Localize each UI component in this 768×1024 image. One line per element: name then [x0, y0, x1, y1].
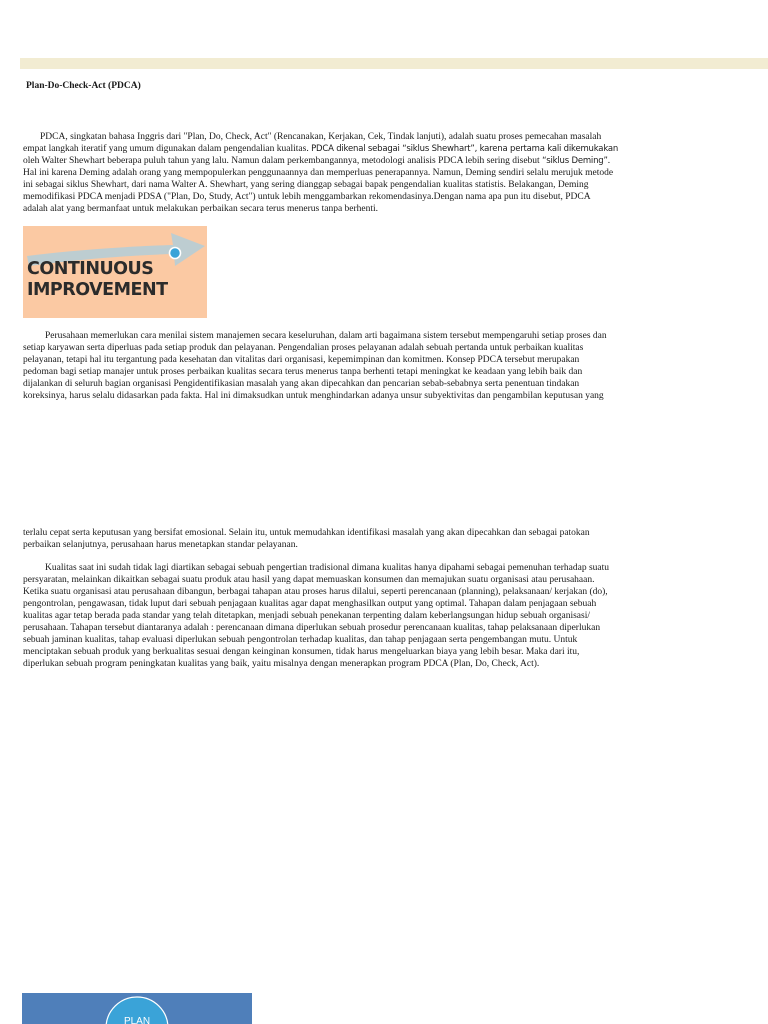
text-line: diperlukan sebuah program peningkatan kualitas yang baik, yaitu misalnya dengan menerapkan program PDCA (Plan, Do, Check, Act).: [23, 659, 540, 669]
text-line: memodifikasi PDCA menjadi PDSA ("Plan, Do, Study, Act") untuk lebih menggambarkan rekomendasinya.Dengan nama apa pun itu disebut, PDCA: [23, 192, 591, 202]
image-caption-line1: CONTINUOUS: [27, 259, 154, 279]
text-line: PDCA, singkatan bahasa Inggris dari "Plan, Do, Check, Act" (Rencanakan, Kerjakan, Cek, Tindak lanjuti), adalah suatu proses pemecahan masalah: [40, 132, 602, 142]
text-line: kualitas agar tetap berada pada standar yang telah ditetapkan, menjadi sebuah penekanan terpenting dalam keberlangsungan hidup sebuah organisasi/: [23, 611, 590, 621]
text-line: pengontrolan, pengawasan, tidak luput dari sebuah penjagaan kualitas agar dapat menghasilkan output yang optimal. Tahapan dalam penjagaan sebuah: [23, 599, 597, 609]
text-line: koreksinya, harus selalu didasarkan pada fakta. Hal ini dimaksudkan untuk menghindarkan adanya unsur subyektivitas dan pengambilan keputusan yang: [23, 391, 604, 401]
text-line: terlalu cepat serta keputusan yang bersifat emosional. Selain itu, untuk memudahkan identifikasi masalah yang akan dipecahkan dan sebagai patokan: [23, 528, 590, 538]
text-line: perbaikan selanjutnya, perusahaan harus menetapkan standar pelayanan.: [23, 540, 298, 550]
document-title: Plan-Do-Check-Act (PDCA): [26, 81, 141, 91]
image-caption-line2: IMPROVEMENT: [27, 280, 168, 300]
text-line: oleh Walter Shewhart beberapa puluh tahun yang lalu. Namun dalam perkembangannya, metodologi analisis PDCA lebih sering disebut “siklus Deming”.: [23, 156, 611, 166]
pdca-diagram: [22, 993, 252, 1024]
paragraph-continuation: [23, 527, 723, 551]
text-line: Ketika suatu organisasi atau perusahaan dibangun, berbagai tahapan atau proses harus dilalui, seperti perencanaan (planning), pelaksanaan/ kerjakan (do),: [23, 587, 608, 597]
text-line: persyaratan, melainkan dikaitkan sebagai suatu produk atau hasil yang dapat memuaskan konsumen dan memajukan suatu organisasi atau perusahaan.: [23, 575, 595, 585]
dot-shape: [170, 248, 181, 259]
header-band: [20, 58, 768, 69]
text-line: setiap karyawan serta diperluas pada setiap produk dan pelayanan. Pengendalian proses pelayanan adalah sebuah pertanda untuk perbaikan kualitas: [23, 343, 584, 353]
text-line: Hal ini karena Deming adalah orang yang mempopulerkan penggunaannya dan memperluas penerapannya. Namun, Deming sendiri selalu merujuk metode: [23, 168, 614, 178]
continuous-improvement-image: [23, 226, 207, 318]
text-line: Perusahaan memerlukan cara menilai sistem manajemen secara keseluruhan, dalam arti bagaimana sistem tersebut mempengaruhi setiap proses dan: [45, 331, 607, 341]
text-line: sebuah jaminan kualitas, tahap evaluasi diperlukan sebuah pengontrolan terhadap kualitas, dan tahap penjagaan serta pengembangan mutu. Untuk: [23, 635, 578, 645]
text-line: menciptakan sebuah produk yang berkualitas sesuai dengan keinginan konsumen, tidak harus mengeluarkan biaya yang lebih besar. Maka dari itu,: [23, 647, 580, 657]
text-line: empat langkah iteratif yang umum digunakan dalam pengendalian kualitas. PDCA dikenal sebagai “siklus Shewhart”, karena pertama kali dikemukakan: [23, 144, 619, 154]
text-line: perusahaan. Tahapan tersebut diantaranya adalah : perencanaan dimana diperlukan sebuah prosedur perencanaan kualitas, tahap pelaksanaan diperlukan: [23, 623, 601, 633]
text-line: pedoman bagi setiap manajer untuk proses perbaikan kualitas secara terus menerus tanpa berhenti tetapi meningkat ke keadaan yang lebih baik dan: [23, 367, 583, 377]
plan-label: PLAN: [123, 1016, 151, 1024]
text-line: adalah alat yang bermanfaat untuk melakukan perbaikan secara terus menerus tanpa berhenti.: [23, 204, 379, 214]
text-line: ini sebagai siklus Shewhart, dari nama Walter A. Shewhart, yang sering dianggap sebagai bapak pengendalian kualitas statistis. Belakangan, Deming: [23, 180, 589, 190]
text-line: pelayanan, tetapi hal itu tergantung pada kesehatan dan vitalitas dari organisasi, kepemimpinan dan komitmen. Konsep PDCA tersebut merupakan: [23, 355, 580, 365]
paragraph-management: [23, 330, 723, 402]
text-line: Kualitas saat ini sudah tidak lagi diartikan sebagai sebuah pengertian tradisional dimana kualitas hanya dipahami sebagai pemenuhan terhadap suatu: [45, 563, 610, 573]
text-line: dijalankan di seluruh bagian organisasi Pengidentifikasian masalah yang akan dipecahkan dan pencarian sebab-sebabnya serta penentuan tindakan: [23, 379, 580, 389]
paragraph-quality: [23, 562, 723, 670]
paragraph-intro: [23, 131, 723, 215]
